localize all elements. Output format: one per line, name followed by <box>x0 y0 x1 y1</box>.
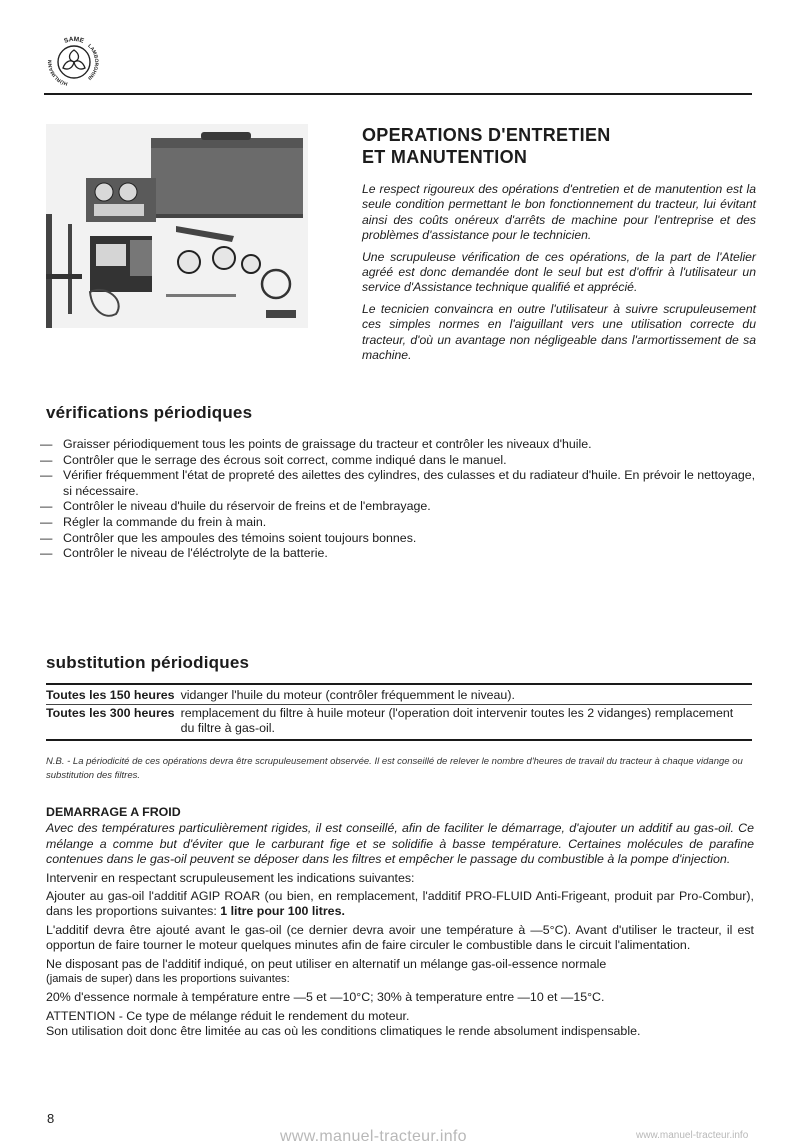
list-item: — Vérifier fréquemment l'état de propreté des ailettes des cylindres, des culasses et du radiateur d'huile. En prévoir le nettoyage, si nécessaire. <box>40 468 756 498</box>
substitution-table <box>46 688 752 703</box>
triskele-logo-icon <box>44 32 104 92</box>
cold-start-section <box>46 805 754 1043</box>
intro-paragraph: Le respect rigoureux des opérations d'entretien et de manutention est la seule condition permettant le bon fonctionnement du tracteur, lui évitant ainsi des coûts onéreux d'arrêts de machine pour l'entreprise et des problèmes d'assistance pour le technicien. <box>362 182 756 243</box>
substitution-table <box>46 706 752 736</box>
nb-note: N.B. - La périodicité de ces opérations devra être scrupuleusement observée. Il est conseillé de relever le nombre d'heures de travail du tracteur à chaque vidange ou substitution des filtres. <box>46 756 743 781</box>
list-item: — Contrôler le niveau d'huile du réservoir de freins et de l'embrayage. <box>40 499 431 514</box>
brand-logo <box>44 32 104 92</box>
page-number: 8 <box>47 1111 55 1126</box>
intro-paragraph: Une scrupuleuse vérification de ces opérations, de la part de l'Atelier agréé est donc demandée dont le seul but est d'offrir à l'utilisateur un service d'Assistance technique qualifié et apprécié. <box>362 249 756 295</box>
cold-start-paragraph: 20% d'essence normale à température entre —5 et —10°C; 30% à temperature entre —10 et —15°C. <box>46 990 605 1005</box>
interval-text: remplacement du filtre à huile moteur (l'operation doit intervenir toutes les 2 vidanges) remplacement du filtre à gas-oil. <box>180 706 734 735</box>
watermark-url: www.manuel-tracteur.info <box>280 1128 467 1145</box>
cold-start-paragraph: Ne disposant pas de l'additif indiqué, on peut utiliser en alternatif un mélange gas-oil-essence normale <box>46 956 607 971</box>
logo-text-lamborghini: LAMBORGHINI <box>86 43 100 81</box>
table-rule <box>46 704 752 705</box>
page-title <box>362 124 762 168</box>
header-rule <box>44 93 752 95</box>
intro-text <box>362 182 756 369</box>
table-row <box>46 688 752 703</box>
list-item: — Graisser périodiquement tous les points de graissage du tracteur et contrôler les niveaux d'huile. <box>40 437 592 451</box>
cold-start-paragraph: (jamais de super) dans les proportions suivantes: <box>46 973 290 986</box>
page-title-line-2: ET MANUTENTION <box>362 147 528 167</box>
list-item: — Contrôler le niveau de l'éléctrolyte de la batterie. <box>40 546 328 561</box>
table-rule <box>46 739 752 741</box>
interval-label: Toutes les 300 heures <box>46 706 175 720</box>
list-item: — Contrôler que le serrage des écrous soit correct, comme indiqué dans le manuel. <box>40 452 507 467</box>
intro-paragraph: Le tecnicien convaincra en outre l'utilisateur à suivre scrupuleusement ces simples normes en l'aiguillant vers une utilisation correcte du tracteur, d'où un avantage non négligeable dans l'armortissement de sa machine. <box>362 301 756 363</box>
logo-text-hurlimann: HÜRLIMANN <box>47 59 69 87</box>
verifications-heading: vérifications périodiques <box>46 403 253 422</box>
svg-text:LAMBORGHINI <box>86 43 99 81</box>
cold-start-warning: ATTENTION - Ce type de mélange réduit le rendement du moteur. <box>46 1008 410 1023</box>
substitution-heading: substitution périodiques <box>46 653 250 672</box>
interval-text: vidanger l'huile du moteur (contrôler fréquemment le niveau). <box>180 688 515 702</box>
maintenance-tools-photo <box>46 124 308 328</box>
list-item: — Contrôler que les ampoules des témoins soient toujours bonnes. <box>40 530 417 545</box>
watermark-url-small: www.manuel-tracteur.info <box>636 1130 749 1141</box>
svg-text:SAME <box>63 36 85 45</box>
cold-start-heading: DEMARRAGE A FROID <box>46 805 181 819</box>
table-row <box>46 706 752 736</box>
logo-text-same: SAME <box>63 35 85 45</box>
cold-start-intro: Avec des températures particulièrement rigides, il est conseillé, afin de faciliter le démarrage, d'ajouter un additif au gas-oil. Ce mélange a comme but d'éviter que le carburant fige et se solidifie à basse température. Certaines molécules de parafine contenues dans le gas-oil peuvent se déposer dans les filtres et empêcher le passage du combustible à la pompe d'injection. <box>46 821 754 867</box>
cold-start-paragraph: L'additif devra être ajouté avant le gas-oil (ce dernier devra avoir une température à —5°C). Avant d'utiliser le tracteur, il est opportun de faire tourner le moteur quelques minutes afin de faire circuler le combustible dans le circuit l'alimentation. <box>46 922 754 953</box>
verifications-list <box>40 437 760 562</box>
list-item: — Régler la commande du frein à main. <box>40 514 267 529</box>
cold-start-paragraph: Son utilisation doit donc être limitée au cas où les conditions climatiques le rende absolument indispensable. <box>46 1024 641 1039</box>
interval-label: Toutes les 150 heures <box>46 688 175 702</box>
page-title-line-1: OPERATIONS D'ENTRETIEN <box>362 125 611 145</box>
cold-start-paragraph: Ajouter au gas-oil l'additif AGIP ROAR (ou bien, en remplacement, l'additif PRO-FLUID Anti-Frigeant, produit par Pro-Combur), dans les proportions suivantes: 1 litre pour 100 litres. <box>46 889 754 919</box>
dosage-bold: 1 litre pour 100 litres. <box>220 904 345 919</box>
table-rule <box>46 683 752 685</box>
cold-start-paragraph: Intervenir en respectant scrupuleusement les indications suivantes: <box>46 870 415 885</box>
